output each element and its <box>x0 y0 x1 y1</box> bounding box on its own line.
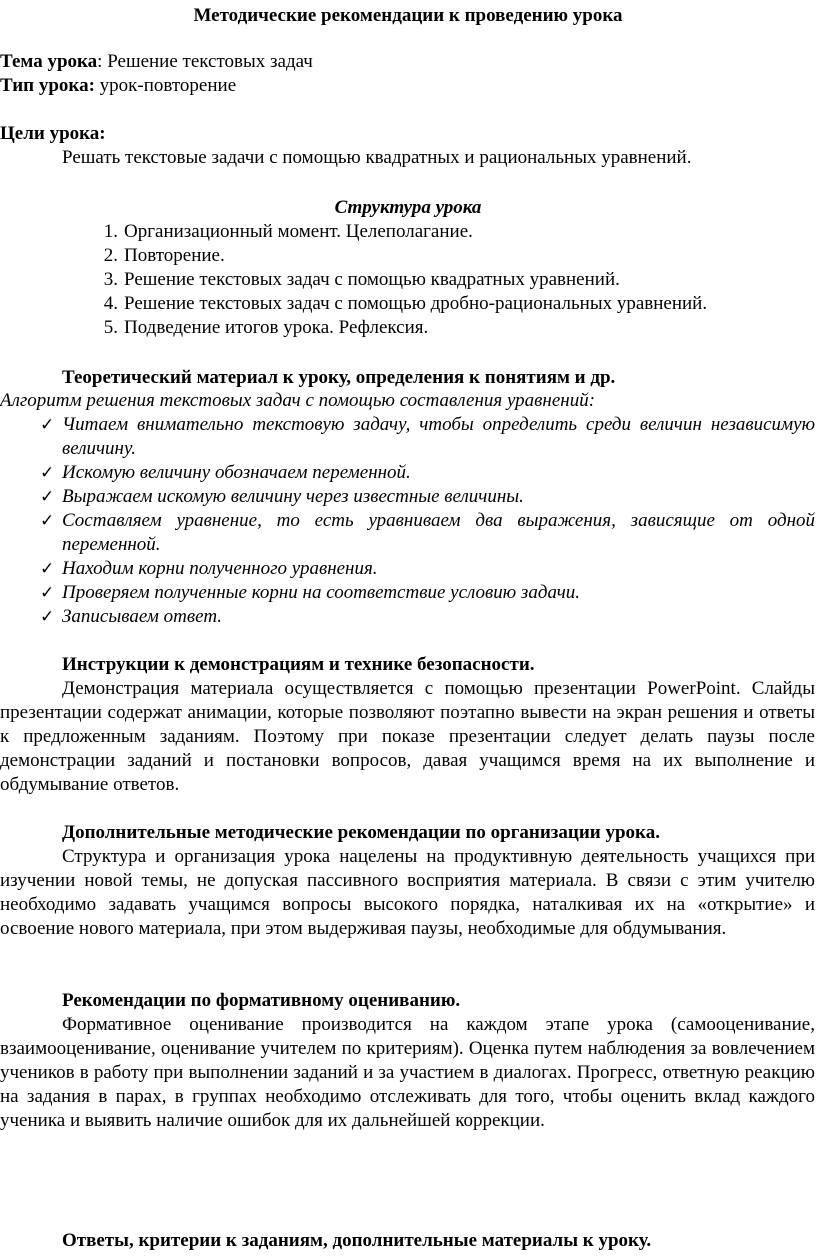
check-icon: ✓ <box>40 607 55 627</box>
topic-label: Тема урока <box>0 51 98 72</box>
structure-item-number: 5. <box>103 317 118 338</box>
structure-item: Повторение. <box>124 245 225 266</box>
extra-text: Структура и организация урока нацелены на продуктивную деятельность учащихся при изучении новой темы, не допуская пассивного восприятия материала. В связи с этим учителю необходимо задавать учащимся вопросы высокого порядка, наталкивая их на «открытие» и освоение нового материала, при этом выдерживая паузы, необходимые для обдумывания. <box>0 846 815 939</box>
structure-item-number: 4. <box>103 293 118 314</box>
formative-paragraph <box>0 1013 815 1133</box>
structure-item: Решение текстовых задач с помощью дробно-рациональных уравнений. <box>124 293 708 314</box>
algorithm-step: Записываем ответ. <box>62 606 223 627</box>
structure-heading: Структура урока <box>334 197 482 218</box>
goals-label: Цели урока: <box>0 123 106 144</box>
algorithm-step: Читаем внимательно текстовую задачу, чтобы определить среди величин независимую величину. <box>62 414 815 459</box>
algorithm-step: Находим корни полученного уравнения. <box>62 558 378 579</box>
check-icon: ✓ <box>40 583 55 603</box>
structure-item-number: 2. <box>103 245 118 266</box>
structure-item-number: 3. <box>103 269 118 290</box>
check-icon: ✓ <box>40 511 55 531</box>
demo-text: Демонстрация материала осуществляется с помощью презентации PowerPoint. Слайды презентации содержат анимации, которые позволяют поэтапно вывести на экран решения и ответы к предложенным заданиям. Поэтому при показе презентации следует делать паузы после демонстрации заданий и постановки вопросов, давая учащимся время на их выполнение и обдумывание ответов. <box>0 678 815 795</box>
demo-heading: Инструкции к демонстрациям и технике безопасности. <box>62 654 535 675</box>
structure-item: Решение текстовых задач с помощью квадратных уравнений. <box>124 269 620 290</box>
check-icon: ✓ <box>40 487 55 507</box>
goals-text: Решать текстовые задачи с помощью квадратных и рациональных уравнений. <box>62 147 692 168</box>
check-icon: ✓ <box>40 463 55 483</box>
demo-paragraph <box>0 677 815 797</box>
lesson-type-label: Тип урока: <box>0 75 95 96</box>
algorithm-step: Искомую величину обозначаем переменной. <box>62 462 411 483</box>
formative-heading: Рекомендации по формативному оцениванию. <box>62 990 461 1011</box>
topic-line <box>0 50 313 74</box>
algorithm-step: Выражаем искомую величину через известные величины. <box>62 486 524 507</box>
extra-heading: Дополнительные методические рекомендации по организации урока. <box>62 822 660 843</box>
topic-value: : Решение текстовых задач <box>97 51 313 72</box>
structure-item-number: 1. <box>103 221 118 242</box>
document-title: Методические рекомендации к проведению урока <box>193 5 623 26</box>
theory-intro: Алгоритм решения текстовых задач с помощью составления уравнений: <box>0 390 596 411</box>
lesson-type-line <box>0 74 236 98</box>
check-icon: ✓ <box>40 559 55 579</box>
algorithm-step: Проверяем полученные корни на соответствие условию задачи. <box>62 582 581 603</box>
theory-heading: Теоретический материал к уроку, определения к понятиям и др. <box>62 367 616 388</box>
formative-text: Формативное оценивание производится на каждом этапе урока (самооценивание, взаимооценивание, оценивание учителем по критериям). Оценка путем наблюдения за вовлечением учеников в работу при выполнении заданий и за участием в диалогах. Прогресс, ответную реакцию на задания в парах, в группах необходимо отслеживать для того, чтобы оценить вклад каждого ученика и выявить наличие ошибок для их дальнейшей коррекции. <box>0 1014 815 1131</box>
answers-heading: Ответы, критерии к заданиям, дополнительные материалы к уроку. <box>62 1230 652 1251</box>
structure-item: Организационный момент. Целеполагание. <box>124 221 473 242</box>
check-icon: ✓ <box>40 415 55 435</box>
algorithm-step: Составляем уравнение, то есть уравниваем два выражения, зависящие от одной переменной. <box>62 510 815 555</box>
lesson-type-value: урок-повторение <box>94 75 237 96</box>
extra-paragraph <box>0 845 815 941</box>
structure-item: Подведение итогов урока. Рефлексия. <box>124 317 429 338</box>
